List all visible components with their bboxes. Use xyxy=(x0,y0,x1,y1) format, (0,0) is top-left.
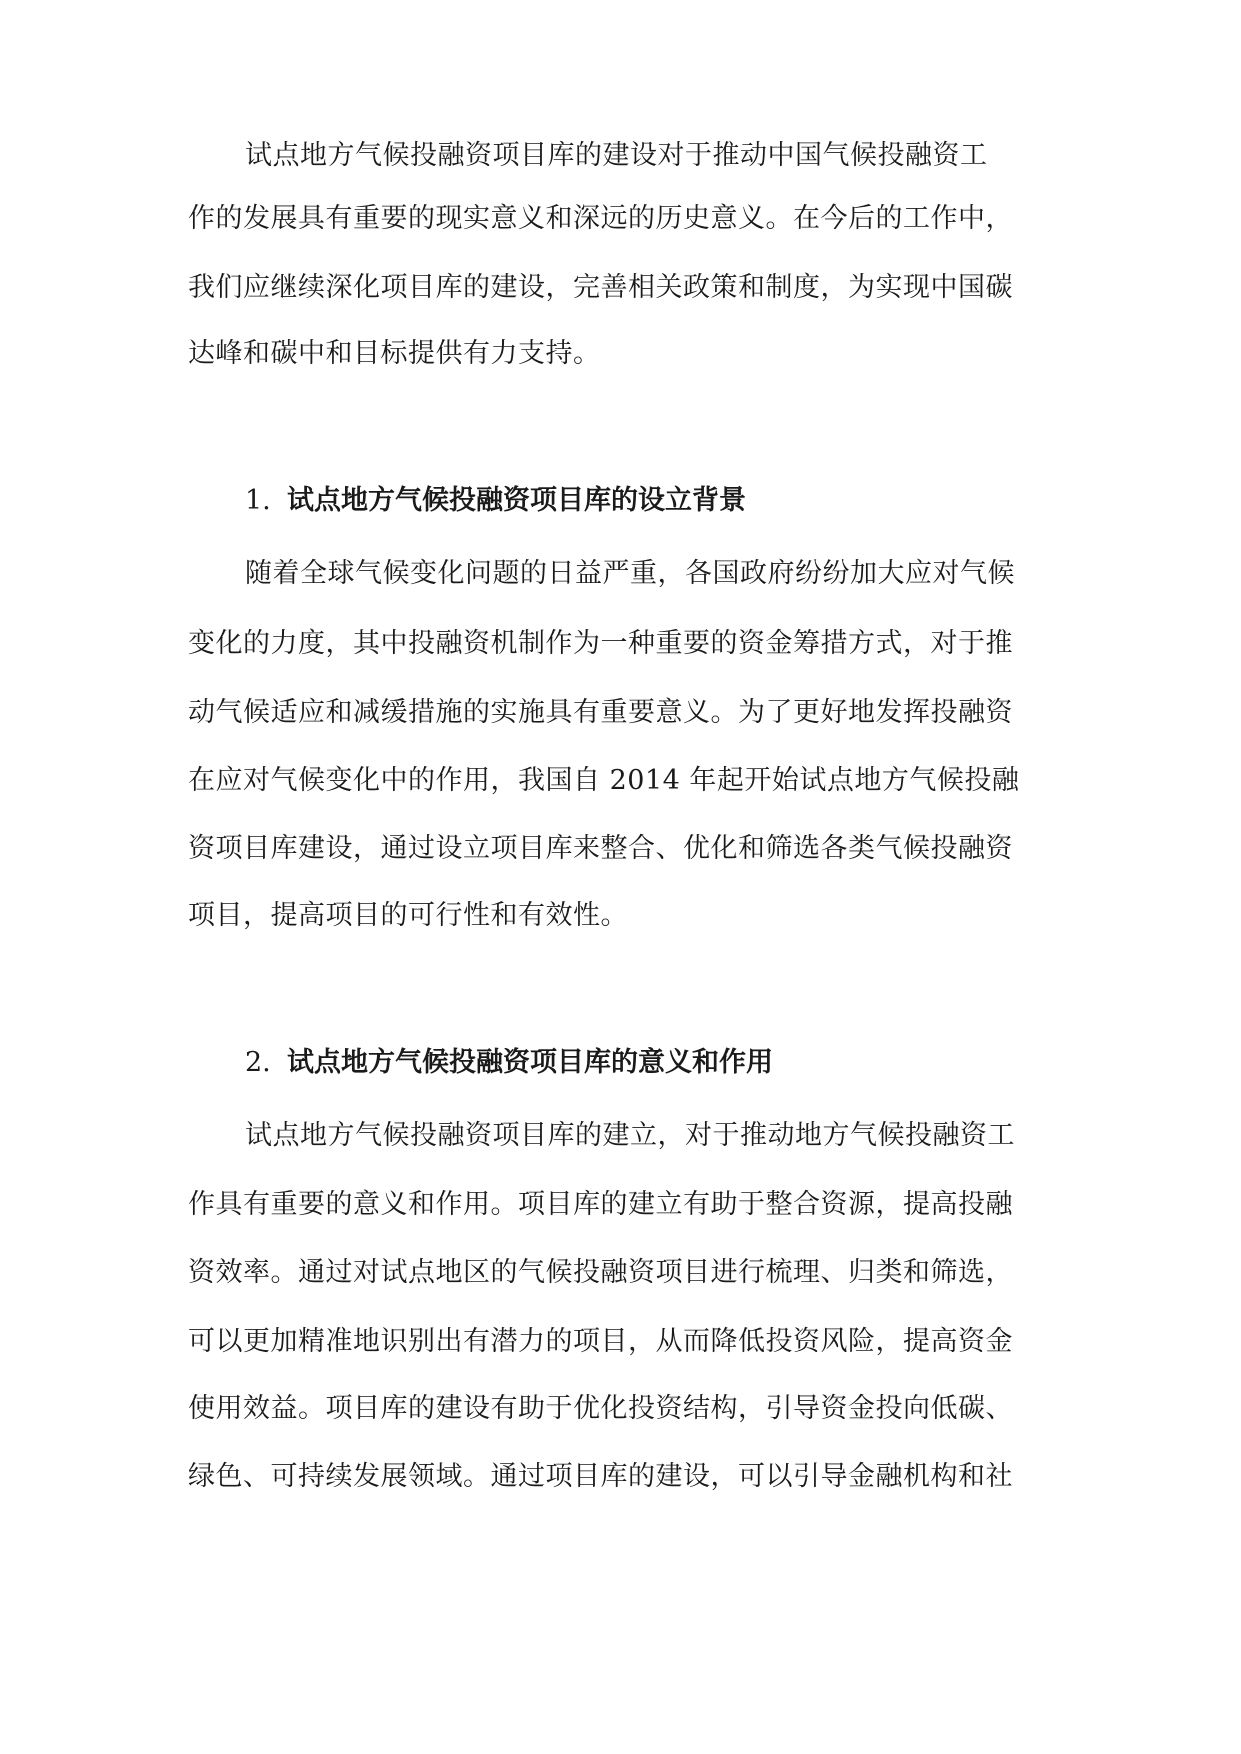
paragraph-1-line-1: 试点地方气候投融资项目库的建设对于推动中国气候投融资工 xyxy=(245,140,988,171)
paragraph-2-line-2: 变化的力度，其中投融资机制作为一种重要的资金筹措方式，对于推 xyxy=(188,628,1013,659)
paragraph-1-line-3: 我们应继续深化项目库的建设，完善相关政策和制度，为实现中国碳 xyxy=(188,272,1013,303)
paragraph-2-line-1: 随着全球气候变化问题的日益严重，各国政府纷纷加大应对气候 xyxy=(245,558,1015,589)
section-heading-1-number: 1. xyxy=(245,485,271,516)
section-heading-1-text: 试点地方气候投融资项目库的设立背景 xyxy=(287,485,746,516)
paragraph-2-line-6: 项目，提高项目的可行性和有效性。 xyxy=(188,900,628,931)
paragraph-2-line-3: 动气候适应和减缓措施的实施具有重要意义。为了更好地发挥投融资 xyxy=(188,697,1013,728)
paragraph-2-line-5: 资项目库建设，通过设立项目库来整合、优化和筛选各类气候投融资 xyxy=(188,833,1013,864)
paragraph-3-line-6: 绿色、可持续发展领域。通过项目库的建设，可以引导金融机构和社 xyxy=(188,1461,1013,1492)
paragraph-3-line-1: 试点地方气候投融资项目库的建立，对于推动地方气候投融资工 xyxy=(245,1120,1015,1151)
paragraph-3-line-5: 使用效益。项目库的建设有助于优化投资结构，引导资金投向低碳、 xyxy=(188,1393,1013,1424)
paragraph-3-line-2: 作具有重要的意义和作用。项目库的建立有助于整合资源，提高投融 xyxy=(188,1189,1013,1220)
paragraph-1-line-2: 作的发展具有重要的现实意义和深远的历史意义。在今后的工作中， xyxy=(188,203,1013,234)
paragraph-3-line-4: 可以更加精准地识别出有潜力的项目，从而降低投资风险，提高资金 xyxy=(188,1326,1013,1357)
section-heading-2-text: 试点地方气候投融资项目库的意义和作用 xyxy=(287,1047,773,1078)
section-heading-2 xyxy=(245,1043,1058,1083)
section-heading-2-number: 2. xyxy=(245,1047,271,1078)
paragraph-3-line-3: 资效率。通过对试点地区的气候投融资项目进行梳理、归类和筛选， xyxy=(188,1257,1013,1288)
paragraph-1-line-4: 达峰和碳中和目标提供有力支持。 xyxy=(188,338,601,369)
paragraph-2-line-4: 在应对气候变化中的作用，我国自 2014 年起开始试点地方气候投融 xyxy=(188,765,1020,796)
section-heading-1 xyxy=(245,481,1058,521)
